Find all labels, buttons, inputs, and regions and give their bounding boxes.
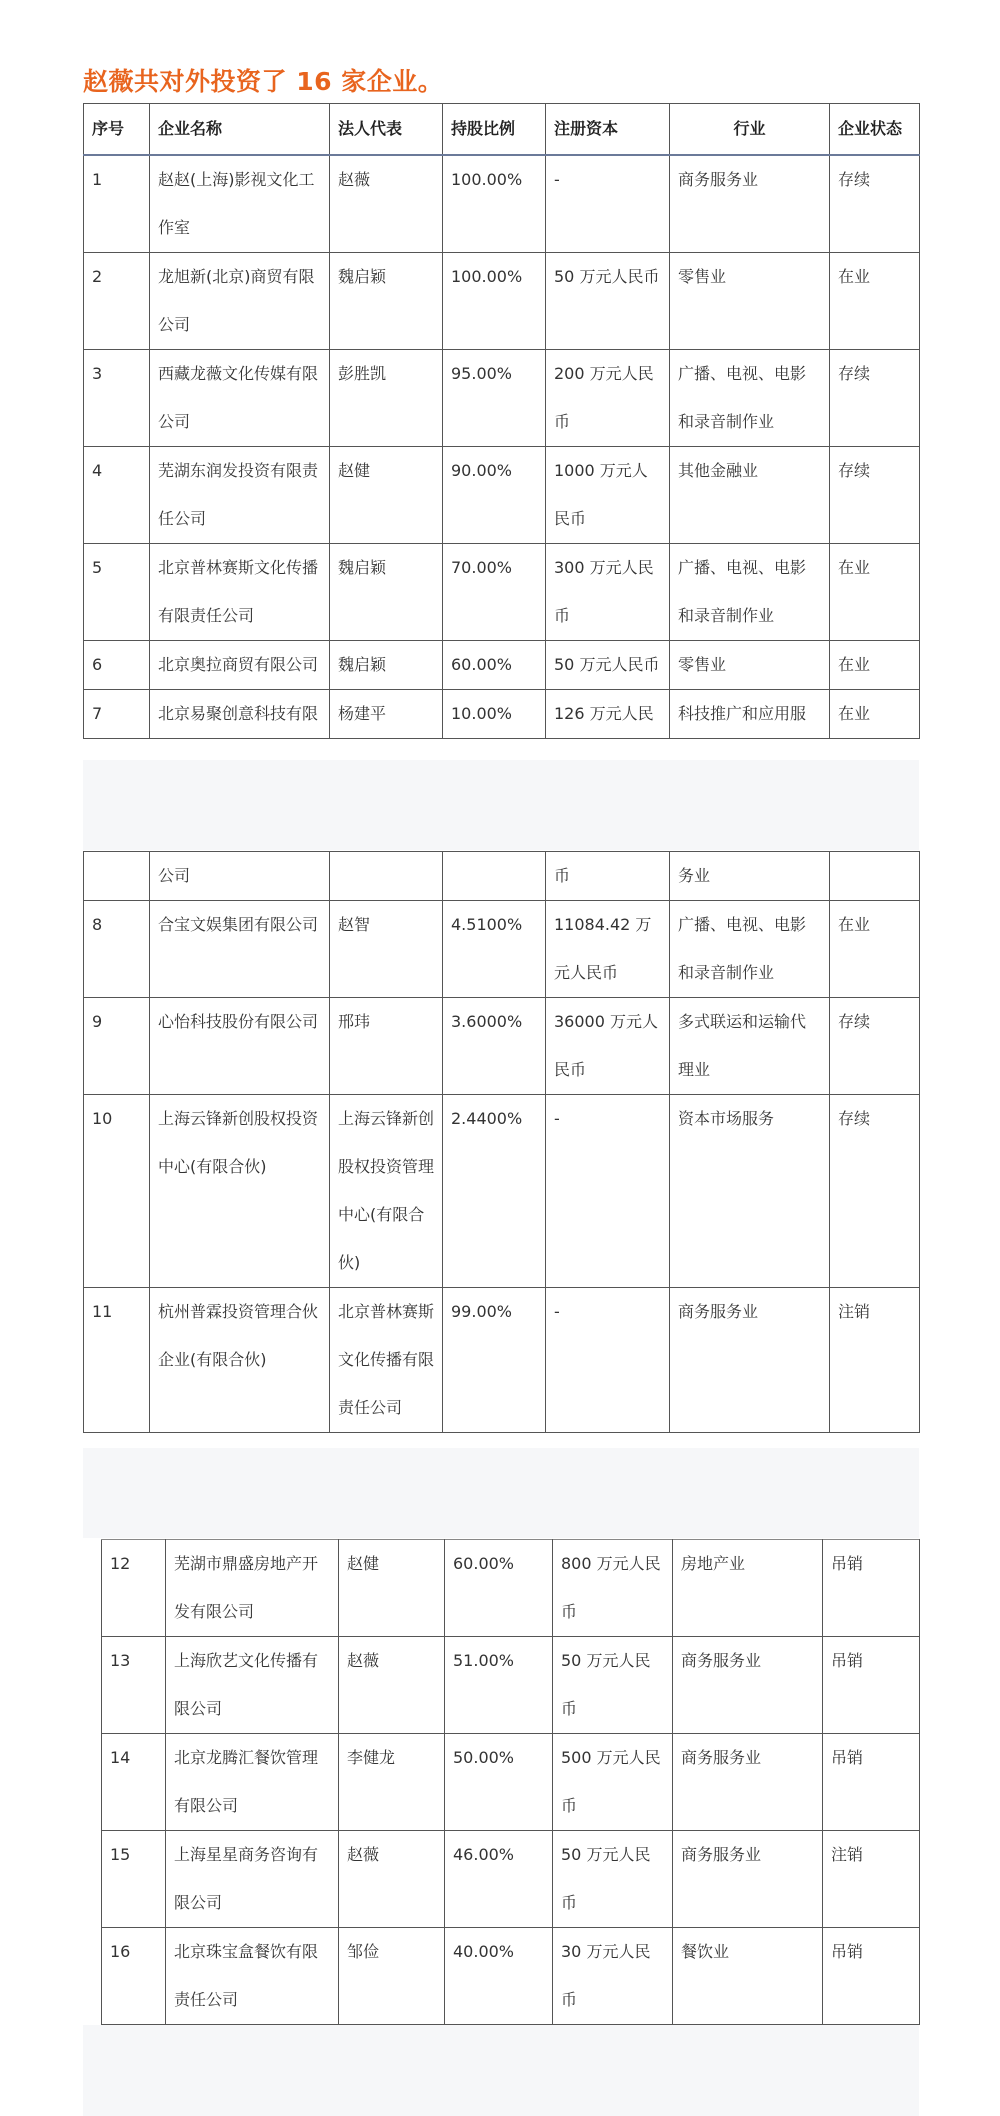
cell-rep: 邢玮 <box>330 998 443 1095</box>
cell-no <box>84 852 150 901</box>
cell-no: 4 <box>84 447 150 544</box>
cell-status: 在业 <box>830 690 920 739</box>
cell-share <box>443 852 546 901</box>
table-row <box>84 544 920 641</box>
cell-status: 存续 <box>830 155 920 253</box>
cell-share: 50.00% <box>445 1734 553 1831</box>
cell-industry: 多式联运和运输代理业 <box>670 998 830 1095</box>
table-row <box>102 1637 920 1734</box>
cell-status: 在业 <box>830 641 920 690</box>
page-gap-1 <box>83 760 919 850</box>
cell-share: 60.00% <box>443 641 546 690</box>
cell-industry: 商务服务业 <box>673 1637 823 1734</box>
cell-industry: 餐饮业 <box>673 1928 823 2025</box>
cell-capital: - <box>546 1288 670 1433</box>
investment-table-part-3 <box>101 1539 920 2025</box>
cell-capital: 36000 万元人民币 <box>546 998 670 1095</box>
cell-capital: 800 万元人民币 <box>553 1540 673 1637</box>
table-row <box>84 998 920 1095</box>
cell-rep: 魏启颖 <box>330 253 443 350</box>
cell-no: 3 <box>84 350 150 447</box>
header-name: 企业名称 <box>150 104 330 156</box>
cell-name: 芜湖市鼎盛房地产开发有限公司 <box>166 1540 339 1637</box>
cell-no: 11 <box>84 1288 150 1433</box>
table-row <box>102 1831 920 1928</box>
table-row <box>102 1734 920 1831</box>
cell-industry: 资本市场服务 <box>670 1095 830 1288</box>
cell-name: 赵赵(上海)影视文化工作室 <box>150 155 330 253</box>
cell-capital: 50 万元人民币 <box>546 253 670 350</box>
cell-rep: 魏启颖 <box>330 641 443 690</box>
cell-name: 公司 <box>150 852 330 901</box>
cell-industry: 商务服务业 <box>670 155 830 253</box>
cell-share: 90.00% <box>443 447 546 544</box>
page-title: 赵薇共对外投资了 16 家企业。 <box>83 67 444 96</box>
cell-capital: - <box>546 155 670 253</box>
cell-status: 吊销 <box>823 1540 920 1637</box>
cell-status: 吊销 <box>823 1734 920 1831</box>
cell-industry: 商务服务业 <box>673 1831 823 1928</box>
cell-rep: 赵薇 <box>339 1831 445 1928</box>
cell-name: 北京易聚创意科技有限 <box>150 690 330 739</box>
cell-share: 99.00% <box>443 1288 546 1433</box>
cell-share: 46.00% <box>445 1831 553 1928</box>
cell-rep: 上海云锋新创股权投资管理中心(有限合伙) <box>330 1095 443 1288</box>
cell-status: 吊销 <box>823 1928 920 2025</box>
table-body <box>102 1540 920 2025</box>
cell-share: 3.6000% <box>443 998 546 1095</box>
cell-no: 16 <box>102 1928 166 2025</box>
table-row <box>102 1540 920 1637</box>
cell-no: 1 <box>84 155 150 253</box>
cell-share: 100.00% <box>443 155 546 253</box>
cell-status <box>830 852 920 901</box>
cell-name: 北京珠宝盒餐饮有限责任公司 <box>166 1928 339 2025</box>
cell-industry: 科技推广和应用服 <box>670 690 830 739</box>
cell-capital: 126 万元人民 <box>546 690 670 739</box>
cell-name: 杭州普霖投资管理合伙企业(有限合伙) <box>150 1288 330 1433</box>
cell-no: 10 <box>84 1095 150 1288</box>
cell-status: 存续 <box>830 998 920 1095</box>
cell-rep: 赵健 <box>330 447 443 544</box>
header-capital: 注册资本 <box>546 104 670 156</box>
cell-industry: 广播、电视、电影和录音制作业 <box>670 350 830 447</box>
cell-capital: 200 万元人民币 <box>546 350 670 447</box>
cell-capital: 11084.42 万元人民币 <box>546 901 670 998</box>
cell-rep: 杨建平 <box>330 690 443 739</box>
header-no: 序号 <box>84 104 150 156</box>
table-body <box>84 901 920 1433</box>
cell-rep: 邹俭 <box>339 1928 445 2025</box>
cell-industry: 广播、电视、电影和录音制作业 <box>670 544 830 641</box>
cell-rep: 北京普林赛斯文化传播有限责任公司 <box>330 1288 443 1433</box>
cell-status: 在业 <box>830 544 920 641</box>
cell-rep: 赵薇 <box>330 155 443 253</box>
cell-status: 存续 <box>830 350 920 447</box>
cell-share: 4.5100% <box>443 901 546 998</box>
table-row <box>102 1928 920 2025</box>
table-row-continued <box>84 852 920 901</box>
cell-name: 上海云锋新创股权投资中心(有限合伙) <box>150 1095 330 1288</box>
page-gap-2 <box>83 1448 919 1538</box>
cell-share: 70.00% <box>443 544 546 641</box>
cell-name: 上海欣艺文化传播有限公司 <box>166 1637 339 1734</box>
cell-capital: 300 万元人民币 <box>546 544 670 641</box>
cell-no: 12 <box>102 1540 166 1637</box>
cell-rep: 魏启颖 <box>330 544 443 641</box>
cell-rep <box>330 852 443 901</box>
cell-share: 2.4400% <box>443 1095 546 1288</box>
table-row <box>84 447 920 544</box>
header-rep: 法人代表 <box>330 104 443 156</box>
cell-capital: 50 万元人民币 <box>553 1637 673 1734</box>
cell-share: 60.00% <box>445 1540 553 1637</box>
cell-name: 心怡科技股份有限公司 <box>150 998 330 1095</box>
table-row <box>84 901 920 998</box>
cell-no: 14 <box>102 1734 166 1831</box>
cell-rep: 赵健 <box>339 1540 445 1637</box>
cell-status: 注销 <box>830 1288 920 1433</box>
cell-status: 在业 <box>830 901 920 998</box>
cell-status: 存续 <box>830 1095 920 1288</box>
cell-no: 15 <box>102 1831 166 1928</box>
cell-status: 存续 <box>830 447 920 544</box>
table-row <box>84 350 920 447</box>
cell-share: 95.00% <box>443 350 546 447</box>
cell-capital: 50 万元人民币 <box>553 1831 673 1928</box>
cell-industry: 零售业 <box>670 253 830 350</box>
cell-capital: 30 万元人民币 <box>553 1928 673 2025</box>
cell-industry: 广播、电视、电影和录音制作业 <box>670 901 830 998</box>
cell-rep: 李健龙 <box>339 1734 445 1831</box>
investment-table-part-2 <box>83 851 920 1433</box>
cell-capital: 币 <box>546 852 670 901</box>
cell-name: 上海星星商务咨询有限公司 <box>166 1831 339 1928</box>
cell-no: 2 <box>84 253 150 350</box>
cell-no: 5 <box>84 544 150 641</box>
cell-share: 40.00% <box>445 1928 553 2025</box>
cell-name: 芜湖东润发投资有限责任公司 <box>150 447 330 544</box>
cell-name: 北京龙腾汇餐饮管理有限公司 <box>166 1734 339 1831</box>
cell-status: 注销 <box>823 1831 920 1928</box>
table-row <box>84 641 920 690</box>
cell-rep: 赵智 <box>330 901 443 998</box>
cell-capital: 500 万元人民币 <box>553 1734 673 1831</box>
header-status: 企业状态 <box>830 104 920 156</box>
cell-industry: 商务服务业 <box>670 1288 830 1433</box>
table-row <box>84 1095 920 1288</box>
cell-name: 合宝文娱集团有限公司 <box>150 901 330 998</box>
table-row <box>84 155 920 253</box>
cell-capital: - <box>546 1095 670 1288</box>
cell-share: 100.00% <box>443 253 546 350</box>
cell-name: 西藏龙薇文化传媒有限公司 <box>150 350 330 447</box>
cell-industry: 商务服务业 <box>673 1734 823 1831</box>
investment-table-part-1 <box>83 103 920 739</box>
cell-no: 13 <box>102 1637 166 1734</box>
cell-industry: 零售业 <box>670 641 830 690</box>
cell-share: 51.00% <box>445 1637 553 1734</box>
header-share: 持股比例 <box>443 104 546 156</box>
cell-industry: 务业 <box>670 852 830 901</box>
cell-rep: 赵薇 <box>339 1637 445 1734</box>
cell-capital: 1000 万元人民币 <box>546 447 670 544</box>
cell-name: 北京普林赛斯文化传播有限责任公司 <box>150 544 330 641</box>
cell-no: 7 <box>84 690 150 739</box>
cell-capital: 50 万元人民币 <box>546 641 670 690</box>
cell-share: 10.00% <box>443 690 546 739</box>
cell-industry: 其他金融业 <box>670 447 830 544</box>
table-body <box>84 155 920 739</box>
cell-status: 在业 <box>830 253 920 350</box>
cell-name: 北京奥拉商贸有限公司 <box>150 641 330 690</box>
cell-no: 6 <box>84 641 150 690</box>
cell-no: 8 <box>84 901 150 998</box>
table-row <box>84 253 920 350</box>
table-header-row <box>84 104 920 156</box>
table-row <box>84 690 920 739</box>
cell-name: 龙旭新(北京)商贸有限公司 <box>150 253 330 350</box>
cell-industry: 房地产业 <box>673 1540 823 1637</box>
cell-status: 吊销 <box>823 1637 920 1734</box>
page-gap-3 <box>83 2025 919 2116</box>
cell-rep: 彭胜凯 <box>330 350 443 447</box>
header-industry: 行业 <box>670 104 830 156</box>
cell-no: 9 <box>84 998 150 1095</box>
table-row <box>84 1288 920 1433</box>
